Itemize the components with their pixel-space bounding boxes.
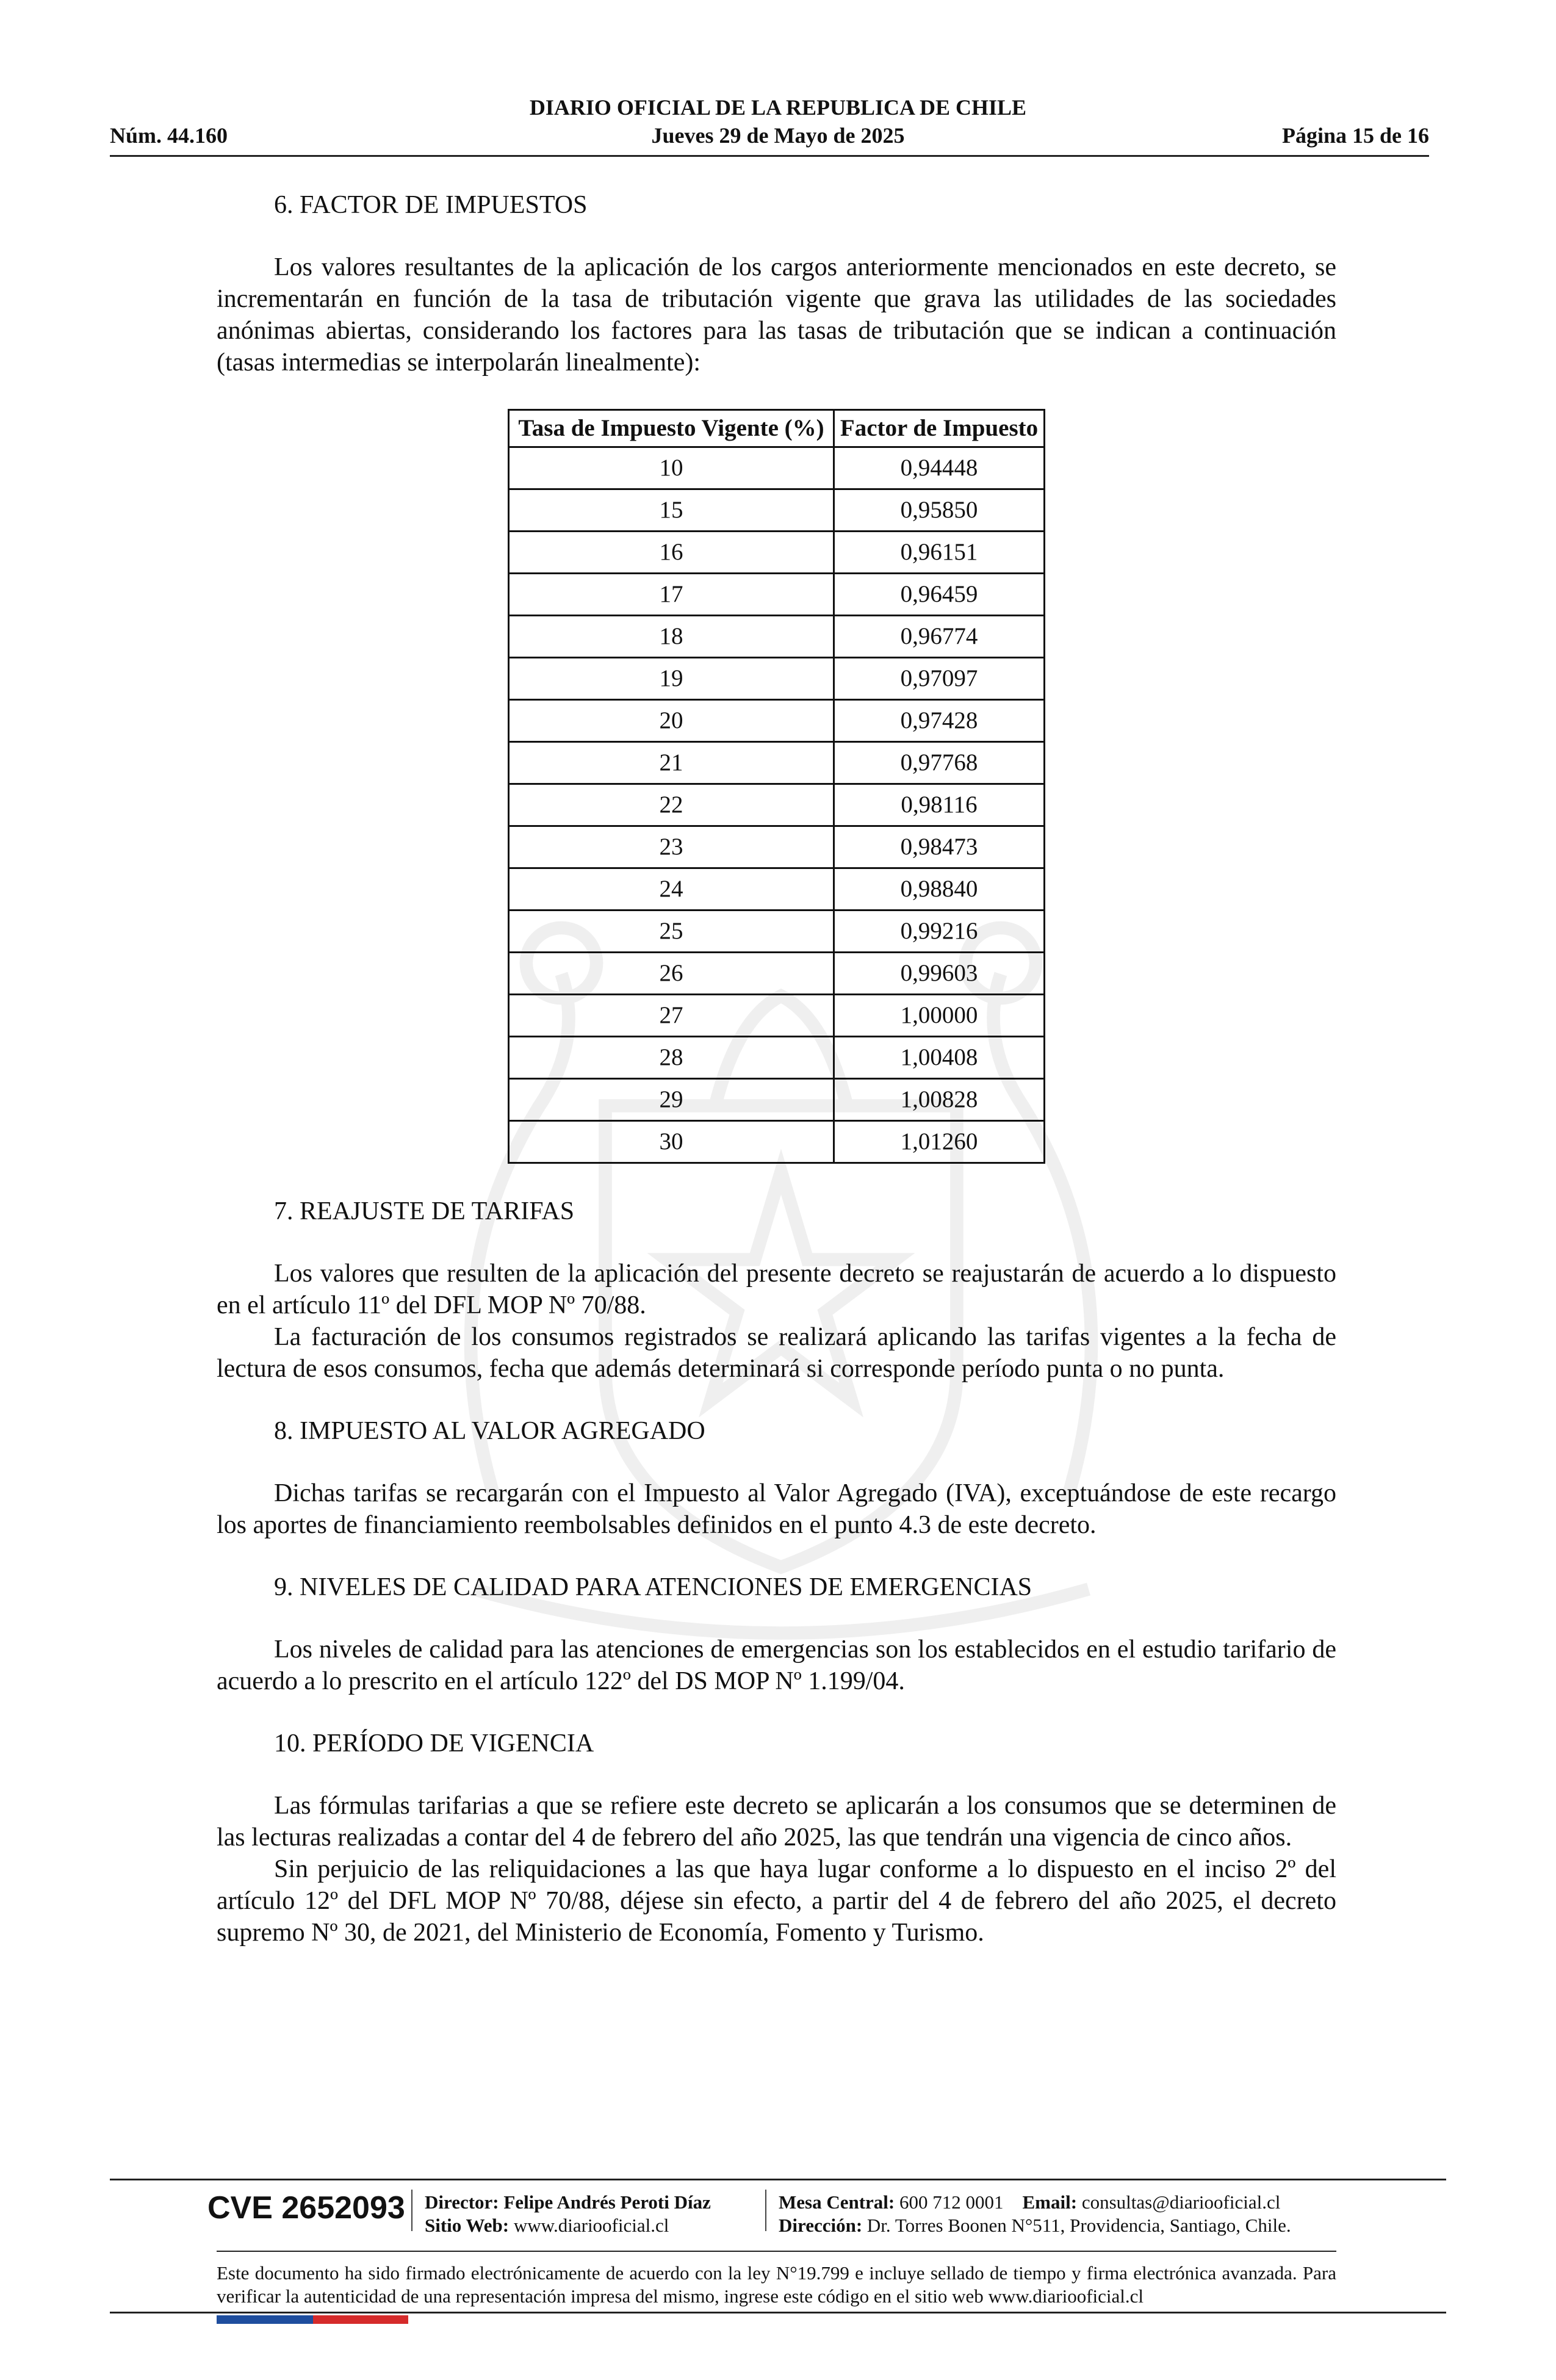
section-8-paragraph: Dichas tarifas se recargarán con el Impuesto al Valor Agregado (IVA), exceptuándose de este recargo los aportes de financiamiento reembolsables definidos en el punto 4.3 de este decreto.	[217, 1479, 1336, 1539]
table-row	[509, 700, 1045, 742]
director-name: Felipe Andrés Peroti Díaz	[503, 2191, 711, 2213]
address-text: Dr. Torres Boonen N°511, Providencia, Santiago, Chile.	[866, 2215, 1291, 2236]
column-header-tax-factor: Factor de Impuesto	[834, 410, 1045, 447]
document-body	[217, 189, 1336, 1949]
footer-separator	[411, 2190, 412, 2231]
footer-top-divider	[110, 2179, 1446, 2180]
footer-bottom-divider	[110, 2312, 1446, 2313]
table-row	[509, 447, 1045, 489]
section-10-paragraph-1: Las fórmulas tarifarias a que se refiere este decreto se aplicarán a los consumos que se determinen de las lecturas realizadas a contar del 4 de febrero del año 2025, las que tendrán una vigencia de cinco años.	[217, 1792, 1336, 1852]
section-7-paragraph-1: Los valores que resulten de la aplicación del presente decreto se reajustarán de acuerdo a lo dispuesto en el artículo 11º del DFL MOP Nº 70/88.	[217, 1260, 1336, 1319]
tax-rate-cell: 16	[509, 532, 834, 574]
issue-date: Jueves 29 de Mayo de 2025	[651, 123, 905, 148]
table-row	[509, 953, 1045, 995]
table-row	[509, 658, 1045, 700]
cve-code: CVE 2652093	[207, 2190, 405, 2226]
tax-rate-cell: 28	[509, 1037, 834, 1079]
issue-number: Núm. 44.160	[110, 123, 228, 148]
footer-separator	[765, 2190, 766, 2231]
tax-rate-cell: 15	[509, 489, 834, 532]
table-row	[509, 1121, 1045, 1163]
table-row	[509, 911, 1045, 953]
section-7-paragraph-2: La facturación de los consumos registrados se realizará aplicando las tarifas vigentes a la fecha de lectura de esos consumos, fecha que además determinará si corresponde período punta o no punta.	[217, 1323, 1336, 1383]
table-row	[509, 995, 1045, 1037]
tax-factor-cell: 0,97768	[834, 742, 1045, 784]
section-6-heading: 6. FACTOR DE IMPUESTOS	[274, 191, 588, 219]
page-indicator: Página 15 de 16	[1281, 123, 1429, 148]
tax-rate-cell: 19	[509, 658, 834, 700]
website-label: Sitio Web:	[425, 2215, 510, 2236]
tax-factor-cell: 0,98840	[834, 868, 1045, 911]
tax-rate-cell: 22	[509, 784, 834, 826]
footer-director-block	[425, 2191, 711, 2237]
tax-factor-cell: 1,01260	[834, 1121, 1045, 1163]
director-label: Director:	[425, 2191, 499, 2213]
tax-factor-cell: 1,00828	[834, 1079, 1045, 1121]
table-row	[509, 574, 1045, 616]
header-divider	[110, 155, 1429, 157]
section-9-heading: 9. NIVELES DE CALIDAD PARA ATENCIONES DE EMERGENCIAS	[274, 1573, 1032, 1601]
tax-factor-cell: 1,00000	[834, 995, 1045, 1037]
tax-rate-cell: 18	[509, 616, 834, 658]
footer-inner-divider	[217, 2251, 1336, 2252]
table-row	[509, 868, 1045, 911]
website-link[interactable]: www.diariooficial.cl	[513, 2215, 669, 2236]
tax-rate-cell: 17	[509, 574, 834, 616]
section-10-heading: 10. PERÍODO DE VIGENCIA	[274, 1729, 594, 1758]
tax-factor-cell: 0,96459	[834, 574, 1045, 616]
section-8-heading: 8. IMPUESTO AL VALOR AGREGADO	[274, 1417, 705, 1445]
tax-factor-cell: 0,95850	[834, 489, 1045, 532]
section-10-paragraph-2: Sin perjuicio de las reliquidaciones a las que haya lugar conforme a lo dispuesto en el inciso 2º del artículo 12º del DFL MOP Nº 70/88, déjese sin efecto, a partir del 4 de febrero del año 2025, el decreto supremo Nº 30, de 2021, del Ministerio de Economía, Fomento y Turismo.	[217, 1855, 1336, 1947]
table-header-row	[509, 410, 1045, 447]
tax-rate-cell: 23	[509, 826, 834, 868]
email-link[interactable]: consultas@diariooficial.cl	[1081, 2191, 1281, 2213]
tax-factor-cell: 0,98473	[834, 826, 1045, 868]
tax-factor-table	[508, 409, 1045, 1164]
table-row	[509, 489, 1045, 532]
tax-factor-cell: 0,94448	[834, 447, 1045, 489]
tax-rate-cell: 30	[509, 1121, 834, 1163]
tax-factor-cell: 1,00408	[834, 1037, 1045, 1079]
column-header-tax-rate: Tasa de Impuesto Vigente (%)	[509, 410, 834, 447]
publication-title: DIARIO OFICIAL DE LA REPUBLICA DE CHILE	[529, 95, 1027, 120]
tax-rate-cell: 26	[509, 953, 834, 995]
section-6-paragraph: Los valores resultantes de la aplicación de los cargos anteriormente mencionados en este decreto, se incrementarán en función de la tasa de tributación vigente que grava las utilidades de las sociedades anónimas abiertas, considerando los factores para las tasas de tributación que se indican a continuación (tasas intermedias se interpolarán linealmente):	[217, 253, 1336, 377]
tax-rate-cell: 10	[509, 447, 834, 489]
tax-rate-cell: 27	[509, 995, 834, 1037]
section-9-paragraph: Los niveles de calidad para las atenciones de emergencias son los establecidos en el estudio tarifario de acuerdo a lo prescrito en el artículo 122º del DS MOP Nº 1.199/04.	[217, 1635, 1336, 1695]
tax-rate-cell: 21	[509, 742, 834, 784]
phone-label: Mesa Central:	[779, 2191, 895, 2213]
footer-contact-block	[779, 2191, 1291, 2237]
tax-rate-cell: 20	[509, 700, 834, 742]
tax-factor-cell: 0,99216	[834, 911, 1045, 953]
table-row	[509, 784, 1045, 826]
table-row	[509, 532, 1045, 574]
flag-stripe-blue	[217, 2315, 313, 2324]
tax-factor-cell: 0,97097	[834, 658, 1045, 700]
tax-factor-cell: 0,99603	[834, 953, 1045, 995]
table-row	[509, 616, 1045, 658]
legal-notice: Este documento ha sido firmado electrónicamente de acuerdo con la ley N°19.799 e incluye sellado de tiempo y firma electrónica avanzada. Para verificar la autenticidad de una representación impresa del mismo, ingrese este código en el sitio web www.diariooficial.cl	[217, 2262, 1336, 2307]
flag-stripe-red	[313, 2315, 408, 2324]
table-row	[509, 742, 1045, 784]
table-row	[509, 1079, 1045, 1121]
table-row	[509, 826, 1045, 868]
tax-rate-cell: 29	[509, 1079, 834, 1121]
section-7-heading: 7. REAJUSTE DE TARIFAS	[274, 1197, 575, 1225]
tax-factor-cell: 0,96151	[834, 532, 1045, 574]
tax-factor-cell: 0,98116	[834, 784, 1045, 826]
address-label: Dirección:	[779, 2215, 863, 2236]
email-label: Email:	[1022, 2191, 1078, 2213]
tax-rate-cell: 24	[509, 868, 834, 911]
tax-rate-cell: 25	[509, 911, 834, 953]
table-row	[509, 1037, 1045, 1079]
phone-number: 600 712 0001	[899, 2191, 1004, 2213]
tax-factor-cell: 0,96774	[834, 616, 1045, 658]
tax-factor-cell: 0,97428	[834, 700, 1045, 742]
